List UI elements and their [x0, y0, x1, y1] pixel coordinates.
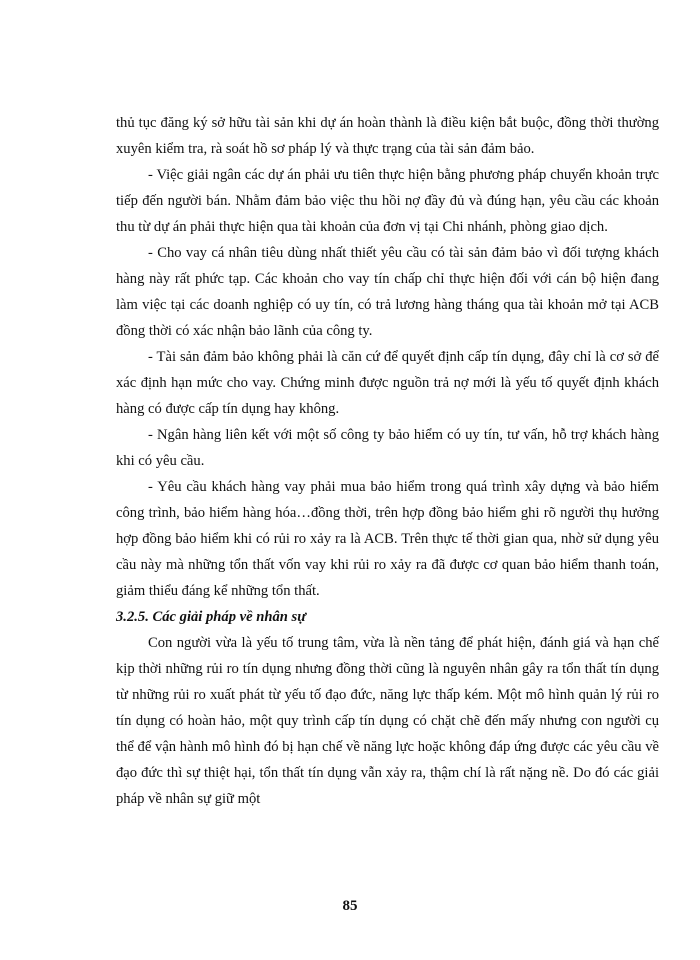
- paragraph-continuation: thủ tục đăng ký sở hữu tài sản khi dự án hoàn thành là điều kiện bắt buộc, đồng thời thường xuyên kiểm tra, rà soát hồ sơ pháp lý và thực trạng của tài sản đảm bảo.: [116, 115, 659, 157]
- document-body: [116, 110, 659, 812]
- page-number: 85: [342, 898, 358, 914]
- paragraph-collateral: - Tài sản đảm bảo không phải là căn cứ để quyết định cấp tín dụng, đây chỉ là cơ sở để xác định hạn mức cho vay. Chứng minh được nguồn trả nợ mới là yếu tố quyết định khách hàng có được cấp tín dụng hay không.: [116, 349, 659, 417]
- paragraph-consumer-lending: - Cho vay cá nhân tiêu dùng nhất thiết yêu cầu có tài sản đảm bảo vì đối tượng khách hàng này rất phức tạp. Các khoản cho vay tín chấp chỉ thực hiện đối với cán bộ hiện đang làm việc tại các doanh nghiệp có uy tín, có trả lương hàng tháng qua tài khoản mở tại ACB đồng thời có xác nhận bảo lãnh của công ty.: [116, 245, 659, 339]
- section-heading: 3.2.5. Các giải pháp về nhân sự: [116, 609, 306, 625]
- paragraph-insurance-partners: - Ngân hàng liên kết với một số công ty bảo hiểm có uy tín, tư vấn, hỗ trợ khách hàng khi có yêu cầu.: [116, 427, 659, 469]
- paragraph-personnel: Con người vừa là yếu tố trung tâm, vừa là nền tảng để phát hiện, đánh giá và hạn chế kịp thời những rủi ro tín dụng nhưng đồng thời cũng là nguyên nhân gây ra tổn thất tín dụng từ những rủi ro xuất phát từ yếu tố đạo đức, năng lực thấp kém. Một mô hình quản lý rủi ro tín dụng có hoàn hảo, một quy trình cấp tín dụng có chặt chẽ đến mấy nhưng con người cụ thể để vận hành mô hình đó bị hạn chế về năng lực hoặc không đáp ứng được các yêu cầu về đạo đức thì sự thiệt hại, tổn thất tín dụng vẫn xảy ra, thậm chí là rất nặng nề. Do đó các giải pháp về nhân sự giữ một: [116, 635, 659, 807]
- paragraph-insurance-requirement: - Yêu cầu khách hàng vay phải mua bảo hiểm trong quá trình xây dựng và bảo hiểm công trình, bảo hiểm hàng hóa…đồng thời, trên hợp đồng bảo hiểm ghi rõ người thụ hưởng hợp đồng bảo hiểm khi có rủi ro xảy ra là ACB. Trên thực tế thời gian qua, nhờ sử dụng yêu cầu này mà những tổn thất vốn vay khi rủi ro xảy ra đã được cơ quan bảo hiểm thanh toán, giảm thiểu đáng kể những tổn thất.: [116, 479, 659, 599]
- paragraph-disbursement: - Việc giải ngân các dự án phải ưu tiên thực hiện bằng phương pháp chuyển khoản trực tiếp đến người bán. Nhằm đảm bảo việc thu hồi nợ đầy đủ và đúng hạn, yêu cầu các khoản thu từ dự án phải thực hiện qua tài khoản của đơn vị tại Chi nhánh, phòng giao dịch.: [116, 167, 659, 235]
